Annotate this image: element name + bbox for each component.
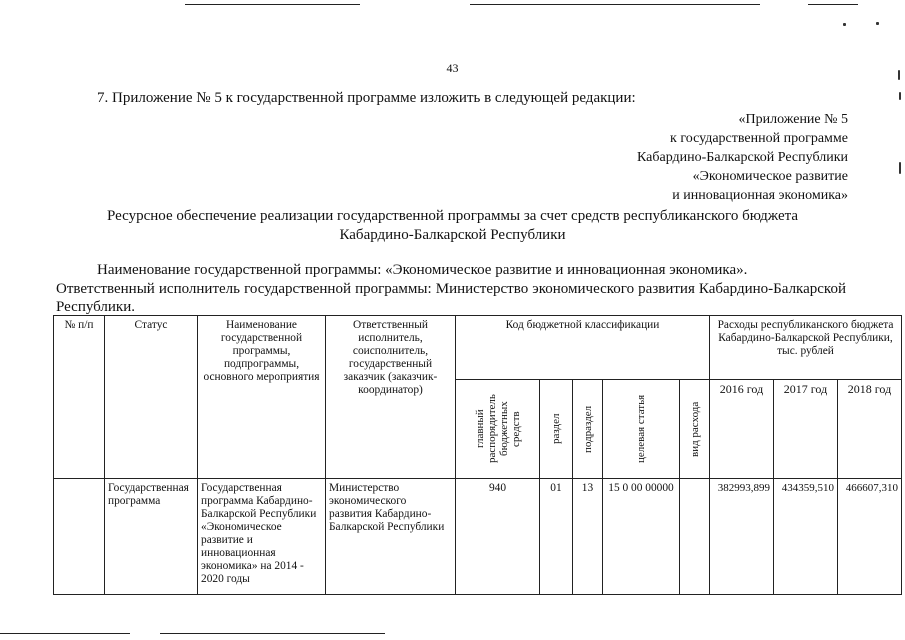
cell-section: 01 (540, 479, 573, 595)
table-header-row (54, 316, 902, 380)
amendment-intro: 7. Приложение № 5 к государственной программе изложить в следующей редакции: (97, 90, 636, 106)
cell-subsection: 13 (573, 479, 603, 595)
header-budget-code: Код бюджетной классификации (456, 316, 710, 380)
header-year-2018: 2018 год (838, 380, 902, 479)
cell-expense-type (680, 479, 710, 595)
program-name: Наименование государственной программы: «Экономическое развитие и инновационная экономика». (97, 262, 748, 278)
title-line: Кабардино-Балкарской Республики (339, 227, 566, 243)
cell-target: 15 0 00 00000 (603, 479, 680, 595)
cell-name: Государственная программа Кабардино-Балкарской Республики «Экономическое развитие и инновационная экономика» на 2014 - 2020 годы (198, 479, 326, 595)
title-line: Ресурсное обеспечение реализации государственной программы за счет средств республиканского бюджета (106, 208, 799, 224)
resource-table (53, 315, 902, 595)
header-responsible: Ответственный исполнитель, соисполнитель, государственный заказчик (заказчик-координатор) (326, 316, 456, 479)
attachment-line: «Экономическое развитие (692, 169, 848, 184)
header-subsection: подраздел (573, 380, 603, 479)
scan-mark (899, 162, 901, 174)
responsible-executor: Ответственный исполнитель государственной программы: Министерство экономического развития Кабардино-Балкарской Республики. (56, 281, 846, 315)
cell-status: Государственная программа (105, 479, 198, 595)
header-expense-type: вид расхода (680, 380, 710, 479)
cell-2018: 466607,310 (838, 479, 902, 595)
scan-line-bottom-mid (160, 633, 385, 634)
document-title (0, 207, 905, 245)
header-num: № п/п (54, 316, 105, 479)
attachment-line: Кабардино-Балкарской Республики (637, 150, 848, 165)
page-number: 43 (446, 61, 459, 75)
scan-dot (876, 22, 879, 25)
header-status: Статус (105, 316, 198, 479)
cell-responsible: Министерство экономического развития Кабардино-Балкарской Республики (326, 479, 456, 595)
header-target: целевая статья (603, 380, 680, 479)
scan-line-top-mid (470, 4, 760, 5)
header-year-2016: 2016 год (710, 380, 774, 479)
table-row (54, 479, 902, 595)
scan-dot (843, 23, 846, 26)
attachment-header (637, 110, 848, 205)
scan-line-top-left (185, 4, 360, 5)
header-expenses: Расходы республиканского бюджета Кабардино-Балкарской Республики, тыс. рублей (710, 316, 902, 380)
attachment-line: к государственной программе (670, 131, 848, 146)
scan-line-bottom-left (0, 633, 130, 634)
header-section: раздел (540, 380, 573, 479)
scan-line-top-right (808, 4, 858, 5)
cell-2016: 382993,899 (710, 479, 774, 595)
cell-grbs: 940 (456, 479, 540, 595)
cell-2017: 434359,510 (774, 479, 838, 595)
attachment-line: и инновационная экономика» (672, 188, 848, 203)
attachment-line: «Приложение № 5 (738, 112, 848, 127)
header-name: Наименование государственной программы, подпрограммы, основного мероприятия (198, 316, 326, 479)
header-year-2017: 2017 год (774, 380, 838, 479)
cell-num (54, 479, 105, 595)
scan-mark (899, 92, 901, 100)
header-grbs: главный распорядитель бюджетных средств (456, 380, 540, 479)
